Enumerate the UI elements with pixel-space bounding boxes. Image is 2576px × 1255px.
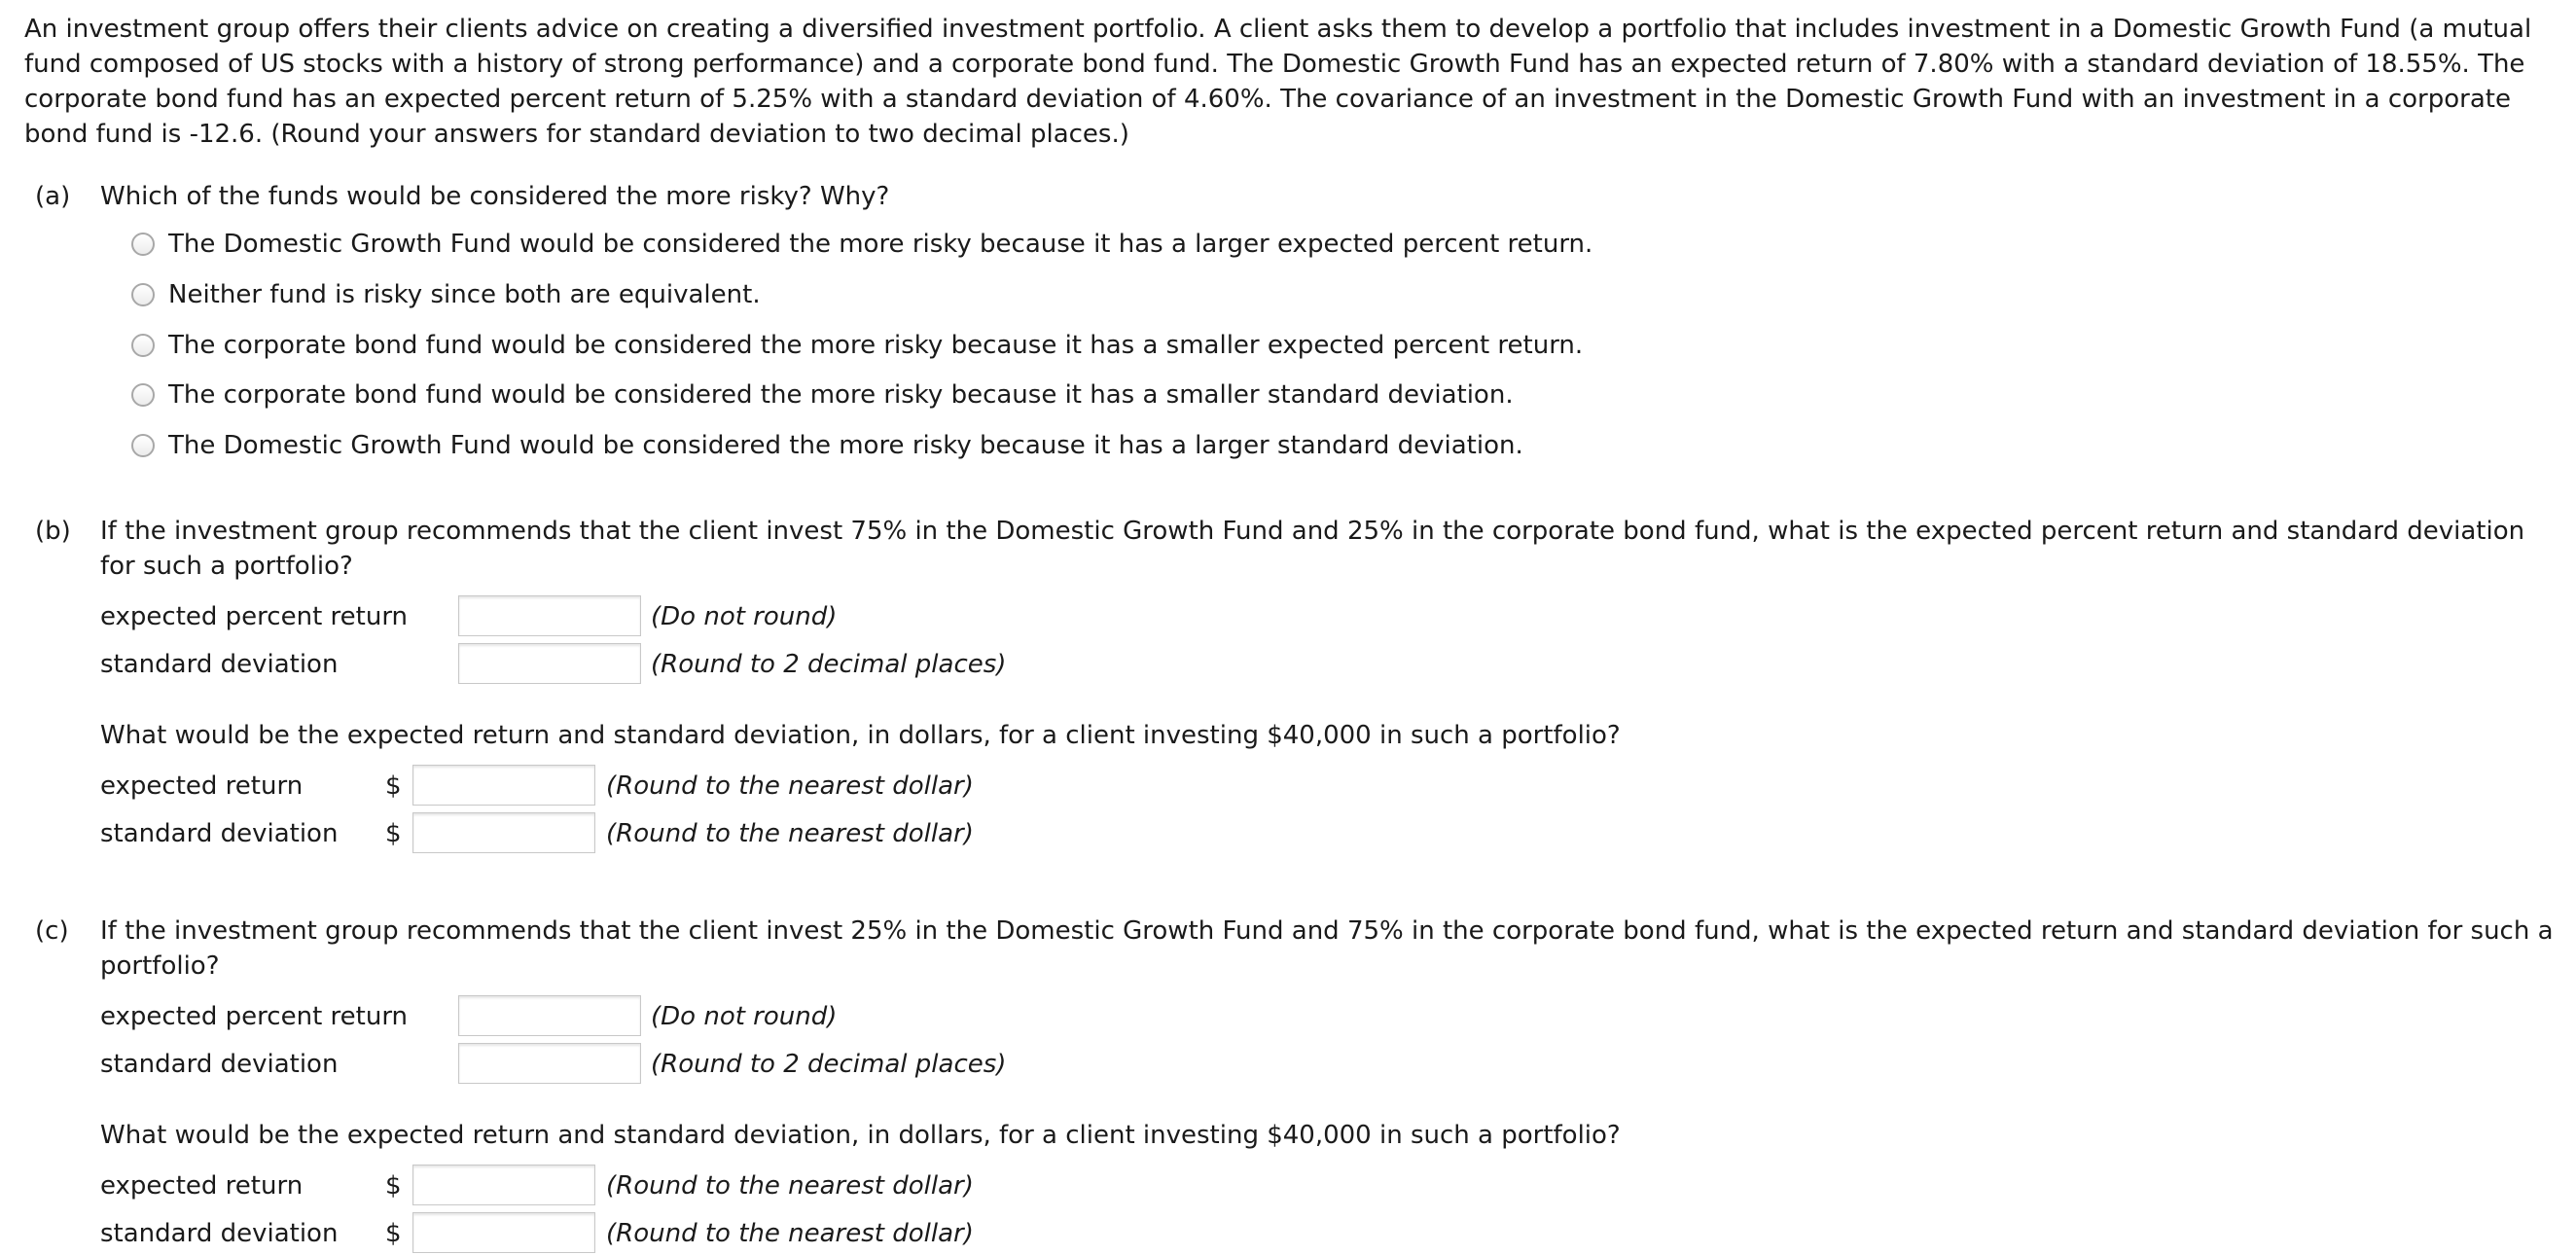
part-c-std-dev-input[interactable] xyxy=(458,1043,641,1084)
part-b-label: (b) xyxy=(35,517,71,546)
part-c-label: (c) xyxy=(35,916,69,946)
option-label: Neither fund is risky since both are equivalent. xyxy=(168,280,761,309)
part-c-expected-return-input[interactable] xyxy=(412,1165,595,1205)
field-label: expected return xyxy=(100,771,304,801)
rounding-hint: (Round to the nearest dollar) xyxy=(606,1171,974,1201)
part-c-expected-percent-input[interactable] xyxy=(458,995,641,1036)
rounding-hint: (Round to 2 decimal places) xyxy=(651,1050,1007,1079)
part-a-option-1[interactable] xyxy=(131,227,1592,262)
rounding-hint: (Do not round) xyxy=(651,602,838,631)
option-label: The corporate bond fund would be considered the more risky because it has a smaller standard deviation. xyxy=(168,380,1514,410)
part-a-question: Which of the funds would be considered the more risky? Why? xyxy=(100,182,890,211)
part-a-option-2[interactable] xyxy=(131,277,761,312)
part-b-question: If the investment group recommends that the client invest 75% in the Domestic Growth Fund and 25% in the corporate bond fund, what is the expected percent return and standard deviation for such a portfolio? xyxy=(100,517,2525,581)
part-a-option-5[interactable] xyxy=(131,428,1523,463)
field-label: standard deviation xyxy=(100,1219,339,1248)
field-label: expected percent return xyxy=(100,1002,409,1031)
rounding-hint: (Round to the nearest dollar) xyxy=(606,819,974,848)
radio-button[interactable] xyxy=(131,233,155,256)
radio-button[interactable] xyxy=(131,283,155,306)
option-label: The corporate bond fund would be considered the more risky because it has a smaller expected percent return. xyxy=(168,331,1584,360)
option-label: The Domestic Growth Fund would be considered the more risky because it has a larger expected percent return. xyxy=(168,230,1593,259)
part-a-option-4[interactable] xyxy=(131,377,1514,412)
rounding-hint: (Round to 2 decimal places) xyxy=(651,650,1007,679)
dollar-sign: $ xyxy=(385,1219,402,1248)
dollar-sign: $ xyxy=(385,1171,402,1201)
part-c-dollar-std-dev-input[interactable] xyxy=(412,1212,595,1253)
part-b-dollar-question: What would be the expected return and standard deviation, in dollars, for a client investing $40,000 in such a portfolio? xyxy=(100,721,1621,750)
part-b-dollar-std-dev-input[interactable] xyxy=(412,812,595,853)
rounding-hint: (Round to the nearest dollar) xyxy=(606,1219,974,1248)
problem-statement: An investment group offers their clients advice on creating a diversified investment portfolio. A client asks them to develop a portfolio that includes investment in a Domestic Growth Fund (a mutual fund composed of US stocks with a history of strong performance) and a corporate bond fund. The Domestic Growth Fund has an expected return of 7.80% with a standard deviation of 18.55%. The corporate bond fund has an expected percent return of 5.25% with a standard deviation of 4.60%. The covariance of an investment in the Domestic Growth Fund with an investment in a corporate bond fund is -12.6. (Round your answers for standard deviation to two decimal places.) xyxy=(24,15,2532,149)
part-a-label: (a) xyxy=(35,182,71,211)
radio-button[interactable] xyxy=(131,434,155,457)
part-b-std-dev-input[interactable] xyxy=(458,643,641,684)
rounding-hint: (Round to the nearest dollar) xyxy=(606,771,974,801)
dollar-sign: $ xyxy=(385,771,402,801)
option-label: The Domestic Growth Fund would be considered the more risky because it has a larger standard deviation. xyxy=(168,431,1523,460)
part-c-question: If the investment group recommends that the client invest 25% in the Domestic Growth Fund and 75% in the corporate bond fund, what is the expected return and standard deviation for such a portfolio? xyxy=(100,916,2554,981)
part-b-expected-percent-input[interactable] xyxy=(458,595,641,636)
radio-button[interactable] xyxy=(131,383,155,407)
part-a-option-3[interactable] xyxy=(131,328,1583,363)
field-label: standard deviation xyxy=(100,1050,339,1079)
field-label: expected return xyxy=(100,1171,304,1201)
field-label: expected percent return xyxy=(100,602,409,631)
dollar-sign: $ xyxy=(385,819,402,848)
part-c-dollar-question: What would be the expected return and standard deviation, in dollars, for a client investing $40,000 in such a portfolio? xyxy=(100,1121,1621,1150)
field-label: standard deviation xyxy=(100,650,339,679)
field-label: standard deviation xyxy=(100,819,339,848)
part-b-expected-return-input[interactable] xyxy=(412,765,595,806)
radio-button[interactable] xyxy=(131,334,155,357)
rounding-hint: (Do not round) xyxy=(651,1002,838,1031)
